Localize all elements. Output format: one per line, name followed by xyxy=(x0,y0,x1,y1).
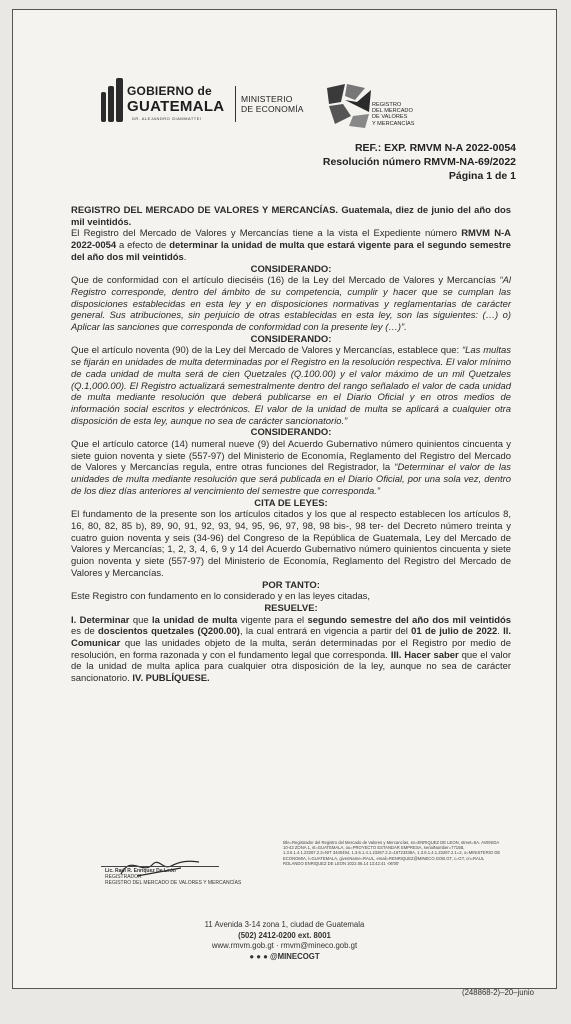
considerando-heading-2: CONSIDERANDO: xyxy=(250,333,332,345)
resuelve-heading: RESUELVE: xyxy=(264,602,318,614)
publication-stamp: (248868-2)–20–junio xyxy=(462,988,534,997)
gobierno-label: GOBIERNO de xyxy=(127,84,212,98)
header-divider xyxy=(235,86,236,122)
twitter-icon: ● xyxy=(256,951,261,961)
considerando-paragraph-2: Que el artículo noventa (90) de la Ley del Mercado de Valores y Mercancías, establece que: “Las multas se fijarán en unidades de multa determinadas por el Registro en la resolución respectiva. El valor mínimo de cada unidad de multa será de cien Quetzales (Q.100.00) y el valor máximo de un mil Quetzales (Q.1,000.00). El Registro actualizará semestralmente dentro del rango señalado el valor de cada unidad de multa mediante resolución que deberá publicarse en el Diario Oficial y en otros medios de información social escritos y electrónicos. El valor de la unidad de multa se aplicará a cualquier otra disposición de esta ley, aunque no sea de carácter sancionatorio.” xyxy=(71,345,511,427)
facebook-icon: ● xyxy=(249,951,255,961)
president-label: DR. ALEJANDRO GIAMMATTEI xyxy=(132,116,202,121)
portanto-paragraph: Este Registro con fundamento en lo considerado y en las leyes citadas, xyxy=(71,591,371,603)
portanto-heading: POR TANTO: xyxy=(262,579,320,591)
resolution-number: Resolución número RMVM-NA-69/2022 xyxy=(322,156,516,168)
rmvm-logo-icon xyxy=(325,82,375,130)
page-number: Página 1 de 1 xyxy=(448,170,516,182)
instagram-icon: ● xyxy=(263,951,268,961)
ministry-label: MINISTERIO DE ECONOMÍA xyxy=(241,94,304,114)
signatory-block: Lic. Raúl R. Enríquez De León REGISTRADOR REGISTRO DEL MERCADO DE VALORES Y MERCANCÍAS xyxy=(105,868,242,886)
considerando-paragraph-3: Que el artículo catorce (14) numeral nueve (9) del Acuerdo Gubernativo número quinientos cincuenta y siete guion noventa y siete (557-97) del Ministerio de Economía, Reglamento del Registro del Mercado de Valores y Mercancías regula, entre otras funciones del Registrador, la “Determinar el valor de las unidades de multa mediante resolución que será publicada en el Diario Oficial, por una sola vez, dentro de los diez días anteriores al vencimiento del semestre que corresponda.” xyxy=(71,439,511,497)
resolution-body xyxy=(71,205,511,685)
considerando-paragraph-1: Que de conformidad con el artículo dieciséis (16) de la Ley del Mercado de Valores y Mercancías “Al Registro corresponde, dentro del ámbito de su competencia, cumplir y hacer que se cumplan las disposiciones establecidas en esta ley y en disposiciones normativas y reglamentarias de carácter general. Sus atribuciones, sin perjuicio de otras establecidas en esta ley, son las siguientes: (…) o) Aplicar las sanciones que corresponda de conformidad con la presente ley (…)”. xyxy=(71,275,511,334)
footer-contact xyxy=(13,920,556,962)
signature-line xyxy=(101,866,219,867)
cita-paragraph: El fundamento de la presente son los artículos citados y los que al respecto establecen los artículos 8, 16, 80, 82, 85 b), 89, 90, 91, 92, 93, 94, 95, 96, 97, 98, 98 bis-, 98 ter- del Decreto número treinta y cuatro guion noventa y seis (34-96) del Congreso de la República de Guatemala, Ley del Mercado de Valores y Mercancías; 1, 2, 3, 4, 6, 9 y 14 del Acuerdo Gubernativo número quinientos cincuenta y siete guion noventa y siete (557-97) del Ministerio de Economía, Reglamento del Registro del Mercado de Valores y Mercancías. xyxy=(71,509,511,579)
registry-label: REGISTRO DEL MERCADO DE VALORES Y MERCANCÍAS xyxy=(372,102,415,127)
considerando-heading-1: CONSIDERANDO: xyxy=(250,263,332,275)
footer-web: www.rmvm.gob.gt · rmvm@mineco.gob.gt xyxy=(211,941,358,950)
cita-heading: CITA DE LEYES: xyxy=(254,497,328,509)
footer-social: ● ● ● @MINECOGT xyxy=(249,951,320,961)
footer-phone: (502) 2412-0200 ext. 8001 xyxy=(238,930,331,940)
digital-signature-text: title=Registrador del Registro del Mercado de Valores y Mercancías, sn=ENRIQUEZ DE LEON, street=8A. AVENIDA 10-43 ZONA 1, st=GUATEMALA, ou=PROYECTO ESTANDAR EMPRESA, serialNumber=7716B, 1.3.6.1.4.1.23267.2.3=NIT 3440494, 1.3.6.1.4.1.23267.2.2=16723338A, 1.3.6.1.4.1.23267.2.1=2, o=MINISTERIO DE ECONOMIA, l=GUATEMALA, givenName=RAUL, email=RENRIQUEZ@MINECO.GOB.GT, c=GT, cn=RAUL ROLANDO ENRIQUEZ DE LEON 2022.06.14 13:42:41 -06'00' xyxy=(283,840,501,866)
intro-heading: REGISTRO DEL MERCADO DE VALORES Y MERCANCÍAS. Guatemala, diez de junio del año dos mil veintidós. xyxy=(71,205,511,228)
resuelve-paragraph: I. Determinar que la unidad de multa vigente para el segundo semestre del año dos mil veintidós es de doscientos quetzales (Q200.00), la cual entrará en vigencia a partir del 01 de julio de 2022. II. Comunicar que las unidades objeto de la multa, serán determinadas por el Registro por medio de resolución, en forma razonada y con el fundamento legal que corresponda. III. Hacer saber que el valor de la unidad de multa aplica para cualquier otra disposición de la ley, aunque no sea de carácter sancionatorio. IV. PUBLÍQUESE. xyxy=(71,614,512,685)
considerando-heading-3: CONSIDERANDO: xyxy=(250,427,332,439)
intro-paragraph: El Registro del Mercado de Valores y Mercancías tiene a la vista el Expediente número RMVM N-A 2022-0054 a efecto de determinar la unidad de multa que estará vigente para el segundo semestre del año dos mil veintidós. xyxy=(71,228,511,263)
document-page xyxy=(12,9,557,989)
reference-number: REF.: EXP. RMVM N-A 2022-0054 xyxy=(354,142,516,154)
letterhead xyxy=(13,10,556,150)
footer-address: 11 Avenida 3-14 zona 1, ciudad de Guatemala xyxy=(204,920,365,929)
guatemala-label: GUATEMALA xyxy=(127,98,225,115)
gobierno-logo xyxy=(101,78,251,128)
